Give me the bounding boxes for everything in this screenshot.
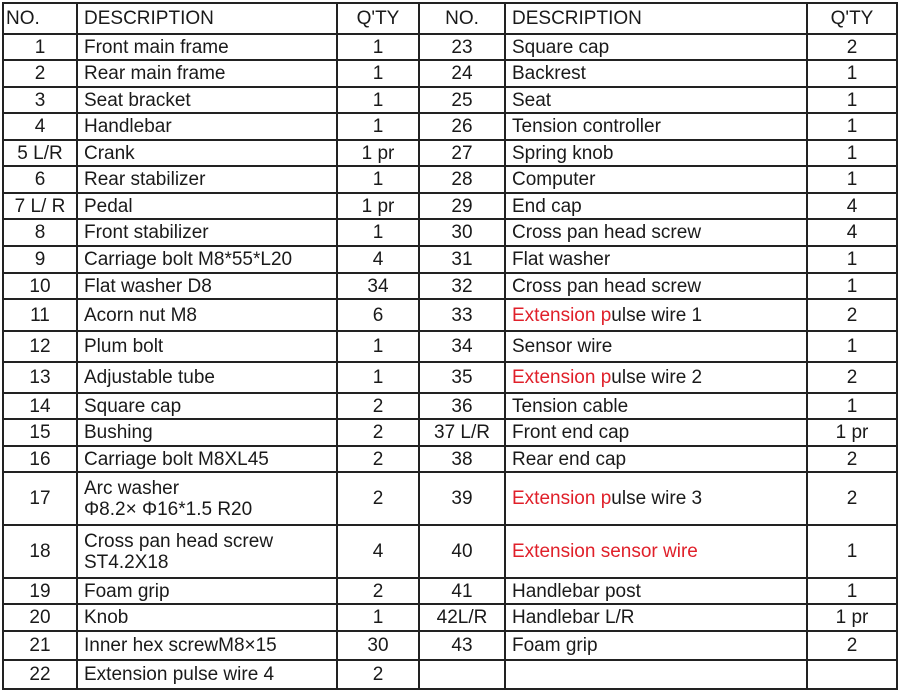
part-quantity-left: 1 pr [337, 193, 419, 219]
table-row [3, 273, 897, 299]
part-number-right: 33 [419, 299, 505, 331]
description-line-1: Cross pan head screw [84, 530, 274, 552]
table-row [3, 446, 897, 472]
part-description-left: Rear stabilizer [77, 166, 337, 193]
table-row [3, 140, 897, 166]
table-row [3, 631, 897, 660]
part-description-right: Foam grip [505, 631, 807, 660]
part-quantity-left: 30 [337, 631, 419, 660]
highlighted-text: Extension sensor wire [512, 541, 698, 562]
part-quantity-right [807, 660, 897, 689]
part-quantity-right: 1 [807, 246, 897, 273]
header-description-right: DESCRIPTION [505, 3, 807, 34]
part-description-left: Crank [77, 140, 337, 166]
part-number-left: 16 [3, 446, 77, 472]
table-row [3, 525, 897, 578]
part-quantity-left: 1 [337, 219, 419, 246]
part-description-right: Backrest [505, 60, 807, 87]
part-number-right: 25 [419, 87, 505, 113]
part-description-left: Knob [77, 604, 337, 631]
part-quantity-right: 1 [807, 331, 897, 362]
description-line-2: ST4.2X18 [84, 551, 169, 573]
part-quantity-right: 1 [807, 166, 897, 193]
part-number-left: 2 [3, 60, 77, 87]
header-qty-right: Q'TY [807, 3, 897, 34]
part-quantity-left: 2 [337, 393, 419, 419]
part-number-left: 10 [3, 273, 77, 299]
part-number-right: 41 [419, 578, 505, 604]
part-number-left: 11 [3, 299, 77, 331]
part-quantity-left: 1 [337, 362, 419, 393]
part-number-left: 4 [3, 113, 77, 140]
description-line-2: Φ8.2× Φ16*1.5 R20 [84, 498, 253, 520]
part-description-right: Seat [505, 87, 807, 113]
part-number-right: 39 [419, 472, 505, 525]
part-quantity-right: 2 [807, 631, 897, 660]
highlighted-text: Extension p [512, 367, 612, 388]
part-quantity-right: 4 [807, 219, 897, 246]
part-quantity-left: 2 [337, 472, 419, 525]
part-number-right: 42L/R [419, 604, 505, 631]
part-number-right: 27 [419, 140, 505, 166]
table-row [3, 34, 897, 60]
part-quantity-left: 2 [337, 419, 419, 446]
part-description-left: Rear main frame [77, 60, 337, 87]
part-description-left: Foam grip [77, 578, 337, 604]
part-description-right [505, 299, 807, 331]
table-row [3, 193, 897, 219]
part-number-left: 18 [3, 525, 77, 578]
part-number-right: 38 [419, 446, 505, 472]
part-quantity-left: 1 [337, 331, 419, 362]
part-number-right: 29 [419, 193, 505, 219]
part-quantity-right: 1 [807, 60, 897, 87]
table-row [3, 166, 897, 193]
part-number-right: 30 [419, 219, 505, 246]
part-number-left: 9 [3, 246, 77, 273]
part-quantity-right: 2 [807, 34, 897, 60]
part-description-right: Rear end cap [505, 446, 807, 472]
part-number-left: 8 [3, 219, 77, 246]
part-description-right: Square cap [505, 34, 807, 60]
part-description-right: Cross pan head screw [505, 219, 807, 246]
part-description-left: Carriage bolt M8XL45 [77, 446, 337, 472]
part-quantity-right: 1 [807, 113, 897, 140]
table-row [3, 60, 897, 87]
part-number-left: 17 [3, 472, 77, 525]
part-number-left: 12 [3, 331, 77, 362]
part-number-right: 34 [419, 331, 505, 362]
part-description-left: Inner hex screwM8×15 [77, 631, 337, 660]
header-no-left: NO. [3, 3, 77, 34]
part-description-left [77, 525, 337, 578]
part-description-left: Plum bolt [77, 331, 337, 362]
part-description-left: Bushing [77, 419, 337, 446]
description-text: ulse wire 3 [611, 488, 703, 509]
part-number-right: 23 [419, 34, 505, 60]
part-number-left: 7 L/ R [3, 193, 77, 219]
part-description-left: Front stabilizer [77, 219, 337, 246]
part-description-left: Pedal [77, 193, 337, 219]
table-row [3, 578, 897, 604]
part-description-right: Handlebar L/R [505, 604, 807, 631]
part-number-right: 26 [419, 113, 505, 140]
table-row [3, 219, 897, 246]
description-text: ulse wire 1 [611, 304, 703, 326]
part-quantity-right: 4 [807, 193, 897, 219]
part-quantity-right: 2 [807, 472, 897, 525]
part-quantity-right: 1 pr [807, 419, 897, 446]
part-description-right: Tension controller [505, 113, 807, 140]
table-row [3, 393, 897, 419]
part-quantity-left: 2 [337, 578, 419, 604]
table-row [3, 113, 897, 140]
part-quantity-right: 2 [807, 362, 897, 393]
part-quantity-left: 1 [337, 604, 419, 631]
part-quantity-right: 1 pr [807, 604, 897, 631]
part-quantity-right: 2 [807, 446, 897, 472]
header-row [3, 3, 897, 34]
part-description-right: Computer [505, 166, 807, 193]
part-number-right: 31 [419, 246, 505, 273]
part-description-left [77, 472, 337, 525]
part-description-right: Sensor wire [505, 331, 807, 362]
table-row [3, 299, 897, 331]
part-description-left: Square cap [77, 393, 337, 419]
part-description-right: Handlebar post [505, 578, 807, 604]
description-text: ulse wire 2 [611, 367, 703, 388]
table-row [3, 331, 897, 362]
part-quantity-left: 1 [337, 87, 419, 113]
part-number-left: 15 [3, 419, 77, 446]
part-quantity-left: 1 [337, 113, 419, 140]
part-number-right: 35 [419, 362, 505, 393]
table-row [3, 604, 897, 631]
part-description-right [505, 362, 807, 393]
part-number-right: 32 [419, 273, 505, 299]
part-quantity-right: 1 [807, 578, 897, 604]
part-number-right [419, 660, 505, 689]
part-description-left: Acorn nut M8 [77, 299, 337, 331]
part-quantity-left: 1 [337, 60, 419, 87]
part-number-left: 22 [3, 660, 77, 689]
part-description-right: Cross pan head screw [505, 273, 807, 299]
part-description-right: Tension cable [505, 393, 807, 419]
table-row [3, 362, 897, 393]
part-number-right: 36 [419, 393, 505, 419]
part-description-left: Front main frame [77, 34, 337, 60]
header-no-right: NO. [419, 3, 505, 34]
part-number-left: 19 [3, 578, 77, 604]
part-quantity-left: 4 [337, 525, 419, 578]
part-number-left: 6 [3, 166, 77, 193]
part-number-right: 40 [419, 525, 505, 578]
highlighted-text: Extension p [512, 488, 612, 509]
part-number-left: 21 [3, 631, 77, 660]
part-number-left: 3 [3, 87, 77, 113]
part-quantity-left: 34 [337, 273, 419, 299]
part-number-left: 5 L/R [3, 140, 77, 166]
part-quantity-left: 4 [337, 246, 419, 273]
part-description-right: Flat washer [505, 246, 807, 273]
header-qty-left: Q'TY [337, 3, 419, 34]
part-description-left: Extension pulse wire 4 [77, 660, 337, 689]
part-description-right [505, 472, 807, 525]
table-row [3, 472, 897, 525]
part-description-left: Seat bracket [77, 87, 337, 113]
part-description-right [505, 525, 807, 578]
table-row [3, 87, 897, 113]
part-number-right: 24 [419, 60, 505, 87]
part-quantity-left: 1 [337, 34, 419, 60]
table-row [3, 660, 897, 689]
part-description-left: Carriage bolt M8*55*L20 [77, 246, 337, 273]
part-number-right: 28 [419, 166, 505, 193]
part-number-left: 1 [3, 34, 77, 60]
part-quantity-right: 1 [807, 140, 897, 166]
part-quantity-right: 1 [807, 525, 897, 578]
part-description-right: Spring knob [505, 140, 807, 166]
part-quantity-left: 2 [337, 446, 419, 472]
part-quantity-left: 1 [337, 166, 419, 193]
part-number-left: 13 [3, 362, 77, 393]
header-description-left: DESCRIPTION [77, 3, 337, 34]
highlighted-text: Extension p [512, 304, 612, 326]
parts-list-table [2, 2, 898, 690]
part-quantity-left: 1 pr [337, 140, 419, 166]
part-quantity-right: 2 [807, 299, 897, 331]
part-number-right: 37 L/R [419, 419, 505, 446]
part-quantity-right: 1 [807, 273, 897, 299]
part-description-right: Front end cap [505, 419, 807, 446]
part-quantity-left: 6 [337, 299, 419, 331]
part-quantity-right: 1 [807, 393, 897, 419]
part-description-left: Flat washer D8 [77, 273, 337, 299]
part-quantity-left: 2 [337, 660, 419, 689]
table-row [3, 246, 897, 273]
part-description-right: End cap [505, 193, 807, 219]
part-number-left: 20 [3, 604, 77, 631]
part-number-left: 14 [3, 393, 77, 419]
part-description-left: Handlebar [77, 113, 337, 140]
part-description-right [505, 660, 807, 689]
part-description-left: Adjustable tube [77, 362, 337, 393]
description-line-1: Arc washer [84, 477, 180, 499]
table-row [3, 419, 897, 446]
part-quantity-right: 1 [807, 87, 897, 113]
part-number-right: 43 [419, 631, 505, 660]
